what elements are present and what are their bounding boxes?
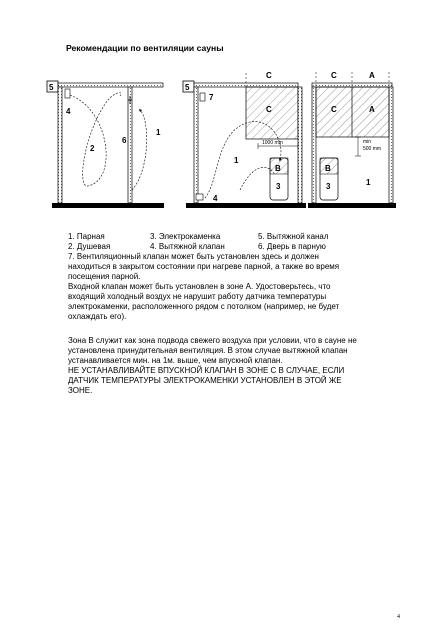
paragraph-line: установлена принудительная вентиляция. В этом случае вытяжной клапан [68, 346, 348, 355]
middle-label-3: 3 [276, 182, 281, 191]
inlet-note-line: Входной клапан может быть установлен в зоне А. Удостоверьтесь, что [68, 282, 331, 291]
legend-row [68, 242, 388, 252]
page-heading: Рекомендации по вентиляции сауны [66, 43, 224, 53]
inlet-note-line: электрокаменки, расположенного рядом с потолком (например, не будет [68, 302, 340, 311]
legend-item: 2. Душевая [68, 242, 111, 251]
legend-item: 3. Электрокаменка [150, 232, 221, 241]
right-top-label-a: A [369, 71, 375, 80]
paragraph-line: Зона В служит как зона подвода свежего воздуха при условии, что в сауне не [68, 336, 357, 345]
body-text [68, 336, 393, 396]
right-zone-a: A [369, 105, 375, 114]
note-7-line: посещения парной. [68, 272, 141, 281]
right-zone-b: B [325, 164, 331, 173]
right-top-label-c: C [331, 71, 337, 80]
left-label-5: 5 [49, 83, 54, 92]
middle-top-label-c: C [266, 71, 272, 80]
zone-b-paragraph [68, 336, 393, 366]
legend-item: 4. Вытяжной клапан [150, 242, 225, 251]
warning-line: НЕ УСТАНАВЛИВАЙТЕ ВПУСКНОЙ КЛАПАН В ЗОНЕ С В СЛУЧАЕ, ЕСЛИ [68, 366, 345, 375]
left-label-4: 4 [66, 107, 71, 116]
middle-label-4: 4 [213, 194, 218, 203]
middle-zone-c: C [266, 105, 272, 114]
middle-label-7: 7 [209, 93, 214, 102]
legend [68, 232, 388, 322]
note-7-line: находиться в закрытом состоянии при нагреве парной, а также во время [68, 262, 340, 271]
warning-line: ЗОНЕ. [68, 386, 93, 395]
legend-item: 1. Парная [68, 232, 105, 241]
legend-item: 6. Дверь в парную [258, 242, 326, 251]
left-label-6: 6 [122, 136, 127, 145]
right-room-drawing [308, 72, 396, 208]
middle-label-1: 1 [234, 156, 239, 165]
paragraph-line: устанавливается мин. на 1м. выше, чем впускной клапан. [68, 356, 283, 365]
ventilation-diagram [0, 0, 446, 231]
warning-paragraph [68, 366, 393, 396]
middle-label-5: 5 [185, 83, 190, 92]
right-label-3: 3 [326, 182, 331, 191]
note-7-line: 7. Вентиляционный клапан может быть установлен здесь и должен [68, 252, 319, 261]
left-label-1: 1 [156, 128, 161, 137]
middle-zone-b: B [275, 164, 281, 173]
middle-distance-label: 1000 mm [262, 140, 283, 146]
legend-item: 5. Вытяжной канал [258, 232, 329, 241]
middle-room-drawing [183, 72, 306, 208]
right-min-distance: 500 mm [363, 146, 382, 152]
right-label-1: 1 [366, 178, 371, 187]
inlet-note-line: входящий холодный воздух не нарушит работу датчика температуры [68, 292, 327, 301]
legend-row [68, 232, 388, 242]
right-min-label: min [363, 139, 372, 145]
left-label-2: 2 [90, 144, 95, 153]
right-zone-c: C [331, 105, 337, 114]
left-room-drawing [47, 81, 164, 208]
warning-line: ДАТЧИК ТЕМПЕРАТУРЫ ЭЛЕКТРОКАМЕНКИ УСТАНОВЛЕН В ЭТОЙ ЖЕ [68, 376, 342, 385]
page-number: 4 [397, 614, 400, 620]
inlet-note-line: охлаждать его). [68, 312, 127, 321]
